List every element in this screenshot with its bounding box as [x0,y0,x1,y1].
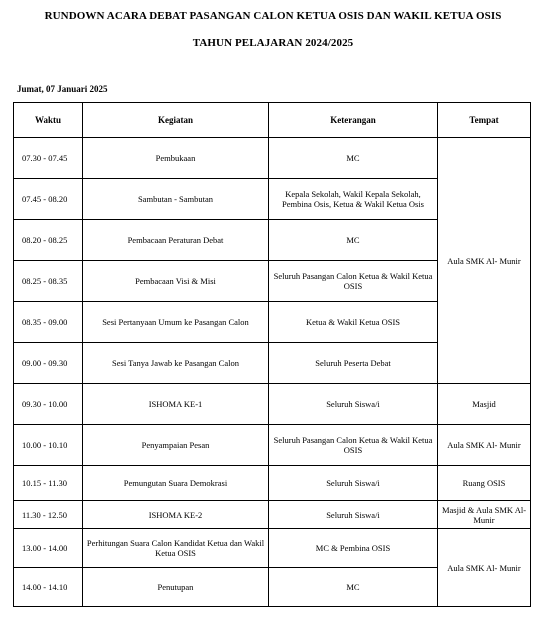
table-row [14,529,531,568]
cell-keterangan: Seluruh Peserta Debat [269,343,438,384]
cell-kegiatan: ISHOMA KE-2 [83,501,269,529]
event-date: Jumat, 07 Januari 2025 [17,84,108,94]
cell-tempat: Masjid & Aula SMK Al-Munir [438,501,531,529]
cell-waktu: 07.45 - 08.20 [14,179,83,220]
cell-kegiatan: ISHOMA KE-1 [83,384,269,425]
cell-kegiatan: Pemungutan Suara Demokrasi [83,466,269,501]
cell-kegiatan: Penyampaian Pesan [83,425,269,466]
cell-keterangan: Seluruh Siswa/i [269,501,438,529]
cell-kegiatan: Perhitungan Suara Calon Kandidat Ketua dan Wakil Ketua OSIS [83,529,269,568]
table-row [14,384,531,425]
cell-keterangan: Seluruh Pasangan Calon Ketua & Wakil Ketua OSIS [269,261,438,302]
cell-kegiatan: Pembukaan [83,138,269,179]
table-row [14,425,531,466]
cell-tempat: Aula SMK Al- Munir [438,138,531,384]
cell-keterangan: MC [269,568,438,607]
cell-kegiatan: Pembacaan Visi & Misi [83,261,269,302]
cell-keterangan: MC & Pembina OSIS [269,529,438,568]
cell-keterangan: MC [269,220,438,261]
cell-waktu: 13.00 - 14.00 [14,529,83,568]
cell-kegiatan: Sambutan - Sambutan [83,179,269,220]
table-row [14,138,531,179]
header-tempat: Tempat [438,103,531,138]
cell-keterangan: Seluruh Pasangan Calon Ketua & Wakil Ketua OSIS [269,425,438,466]
cell-tempat: Masjid [438,384,531,425]
cell-waktu: 07.30 - 07.45 [14,138,83,179]
cell-keterangan: Seluruh Siswa/i [269,466,438,501]
cell-waktu: 10.00 - 10.10 [14,425,83,466]
cell-kegiatan: Penutupan [83,568,269,607]
cell-waktu: 14.00 - 14.10 [14,568,83,607]
header-waktu: Waktu [14,103,83,138]
cell-waktu: 08.35 - 09.00 [14,302,83,343]
cell-keterangan: MC [269,138,438,179]
cell-kegiatan: Pembacaan Peraturan Debat [83,220,269,261]
cell-waktu: 09.00 - 09.30 [14,343,83,384]
cell-tempat: Ruang OSIS [438,466,531,501]
cell-tempat: Aula SMK Al- Munir [438,425,531,466]
cell-keterangan: Seluruh Siswa/i [269,384,438,425]
table-row [14,501,531,529]
cell-waktu: 08.20 - 08.25 [14,220,83,261]
cell-keterangan: Kepala Sekolah, Wakil Kepala Sekolah, Pembina Osis, Ketua & Wakil Ketua Osis [269,179,438,220]
cell-tempat: Aula SMK Al- Munir [438,529,531,607]
cell-waktu: 09.30 - 10.00 [14,384,83,425]
cell-waktu: 10.15 - 11.30 [14,466,83,501]
cell-kegiatan: Sesi Pertanyaan Umum ke Pasangan Calon [83,302,269,343]
cell-waktu: 08.25 - 08.35 [14,261,83,302]
cell-kegiatan: Sesi Tanya Jawab ke Pasangan Calon [83,343,269,384]
table-header-row [14,103,531,138]
table-row [14,466,531,501]
header-keterangan: Keterangan [269,103,438,138]
rundown-table [13,102,531,607]
header-kegiatan: Kegiatan [83,103,269,138]
document-title: RUNDOWN ACARA DEBAT PASANGAN CALON KETUA OSIS DAN WAKIL KETUA OSIS [44,10,502,22]
cell-waktu: 11.30 - 12.50 [14,501,83,529]
cell-keterangan: Ketua & Wakil Ketua OSIS [269,302,438,343]
document-subtitle: TAHUN PELAJARAN 2024/2025 [192,37,354,49]
